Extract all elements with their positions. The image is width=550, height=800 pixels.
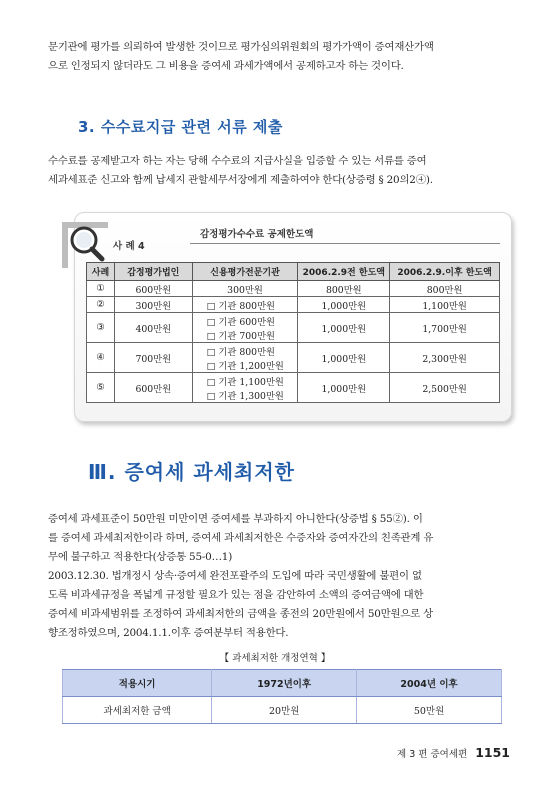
credit-fee: □ 기관 1,200만원 <box>206 360 284 372</box>
column-header: 2006.2.9전 한도액 <box>298 263 390 281</box>
table-row <box>87 297 500 313</box>
intro-paragraph <box>48 38 508 76</box>
example-title: 감정평가수수료 공제한도액 <box>200 229 314 240</box>
table-row <box>87 313 500 343</box>
column-header: 2004년 이후 <box>357 670 502 697</box>
column-header: 사례 <box>87 263 115 281</box>
appraisal-fee: 700만원 <box>114 343 192 373</box>
title-underline <box>190 243 500 244</box>
table-row <box>63 697 502 724</box>
row-label: 과세최저한 금액 <box>63 697 212 724</box>
case-number: ④ <box>87 343 115 373</box>
column-header: 적용시기 <box>63 670 212 697</box>
table-row <box>87 343 500 373</box>
chapter-heading: Ⅲ. 증여세 과세최저한 <box>88 460 295 484</box>
credit-fee-cell <box>192 373 298 403</box>
limit-after: 2,500만원 <box>390 373 500 403</box>
section3-paragraph <box>48 152 508 190</box>
text-line: 도록 비과세규정을 폭넓게 규정할 필요가 있는 점을 감안하여 소액의 증여금액에 대한 <box>48 589 424 601</box>
text-line: 2003.12.30. 법개정시 상속·증여세 완전포괄주의 도입에 따라 국민생활에 불편이 없 <box>48 570 422 582</box>
table-header-row <box>63 670 502 697</box>
case-number: ② <box>87 297 115 313</box>
section-heading: 3. 수수료지급 관련 서류 제출 <box>78 118 283 136</box>
appraisal-fee: 600만원 <box>114 373 192 403</box>
amount-1972: 20만원 <box>212 697 357 724</box>
text-line: 무에 불구하고 적용한다(상증통 55-0…1) <box>48 551 233 563</box>
limit-before: 1,000만원 <box>298 313 390 343</box>
text-line: 증여세 비과세범위를 조정하여 과세최저한의 금액을 종전의 20만원에서 50만원으로 상 <box>48 608 433 620</box>
limit-before: 800만원 <box>298 281 390 297</box>
limit-after: 1,700만원 <box>390 313 500 343</box>
page-number: 1151 <box>475 745 510 760</box>
column-header: 1972년이후 <box>212 670 357 697</box>
revision-history-table <box>62 669 502 724</box>
text-line: 수수료를 공제받고자 하는 자는 당해 수수료의 지급사실을 입증할 수 있는 서류를 증여 <box>48 155 427 167</box>
fee-limit-table <box>86 262 500 403</box>
example-label: 사 례 4 <box>113 241 145 252</box>
text-line: 증여세 과세표준이 50만원 미만이면 증여세를 부과하지 아니한다(상증법 § 55②). 이 <box>48 513 423 525</box>
appraisal-fee: 600만원 <box>114 281 192 297</box>
credit-fee: □ 기관 1,100만원 <box>206 376 284 388</box>
appraisal-fee: 400만원 <box>114 313 192 343</box>
case-number: ① <box>87 281 115 297</box>
table-caption: 【 과세최저한 개정연혁 】 <box>219 653 331 664</box>
appraisal-fee: 300만원 <box>114 297 192 313</box>
text-line: 를 증여세 과세최저한이라 하며, 증여세 과세최저한은 수증자와 증여자간의 친족관계 유 <box>48 532 434 544</box>
limit-before: 1,000만원 <box>298 297 390 313</box>
limit-after: 1,100만원 <box>390 297 500 313</box>
credit-fee: □ 기관 800만원 <box>192 297 298 313</box>
table-header-row <box>87 263 500 281</box>
table-row <box>87 373 500 403</box>
amount-2004: 50만원 <box>357 697 502 724</box>
limit-after: 2,300만원 <box>390 343 500 373</box>
limit-after: 800만원 <box>390 281 500 297</box>
text-line: 으로 인정되지 않더라도 그 비용을 증여세 과세가액에서 공제하고자 하는 것이다. <box>48 60 404 72</box>
credit-fee-cell <box>192 313 298 343</box>
text-line: 세과세표준 신고와 함께 납세지 관할세무서장에게 제출하여야 한다(상증령 § 20의2④). <box>48 174 433 186</box>
credit-fee-cell <box>192 343 298 373</box>
text-line: 향조정하였으며, 2004.1.1.이후 증여분부터 적용한다. <box>48 627 289 639</box>
case-number: ③ <box>87 313 115 343</box>
limit-before: 1,000만원 <box>298 343 390 373</box>
page-footer <box>397 745 510 760</box>
credit-fee: □ 기관 800만원 <box>206 346 276 358</box>
threshold-paragraph <box>48 510 508 643</box>
case-number: ⑤ <box>87 373 115 403</box>
credit-fee: □ 기관 1,300만원 <box>206 390 284 402</box>
limit-before: 1,000만원 <box>298 373 390 403</box>
credit-fee: 300만원 <box>192 281 298 297</box>
credit-fee: □ 기관 600만원 <box>206 316 276 328</box>
table-row <box>87 281 500 297</box>
text-line: 문기관에 평가를 의뢰하여 발생한 것이므로 평가심의위원회의 평가가액이 증여재산가액 <box>48 41 434 53</box>
column-header: 신용평가전문기관 <box>192 263 298 281</box>
credit-fee: □ 기관 700만원 <box>206 330 276 342</box>
column-header: 2006.2.9.이후 한도액 <box>390 263 500 281</box>
footer-section: 제 3 편 증여세편 <box>397 749 468 760</box>
column-header: 감정평가법인 <box>114 263 192 281</box>
